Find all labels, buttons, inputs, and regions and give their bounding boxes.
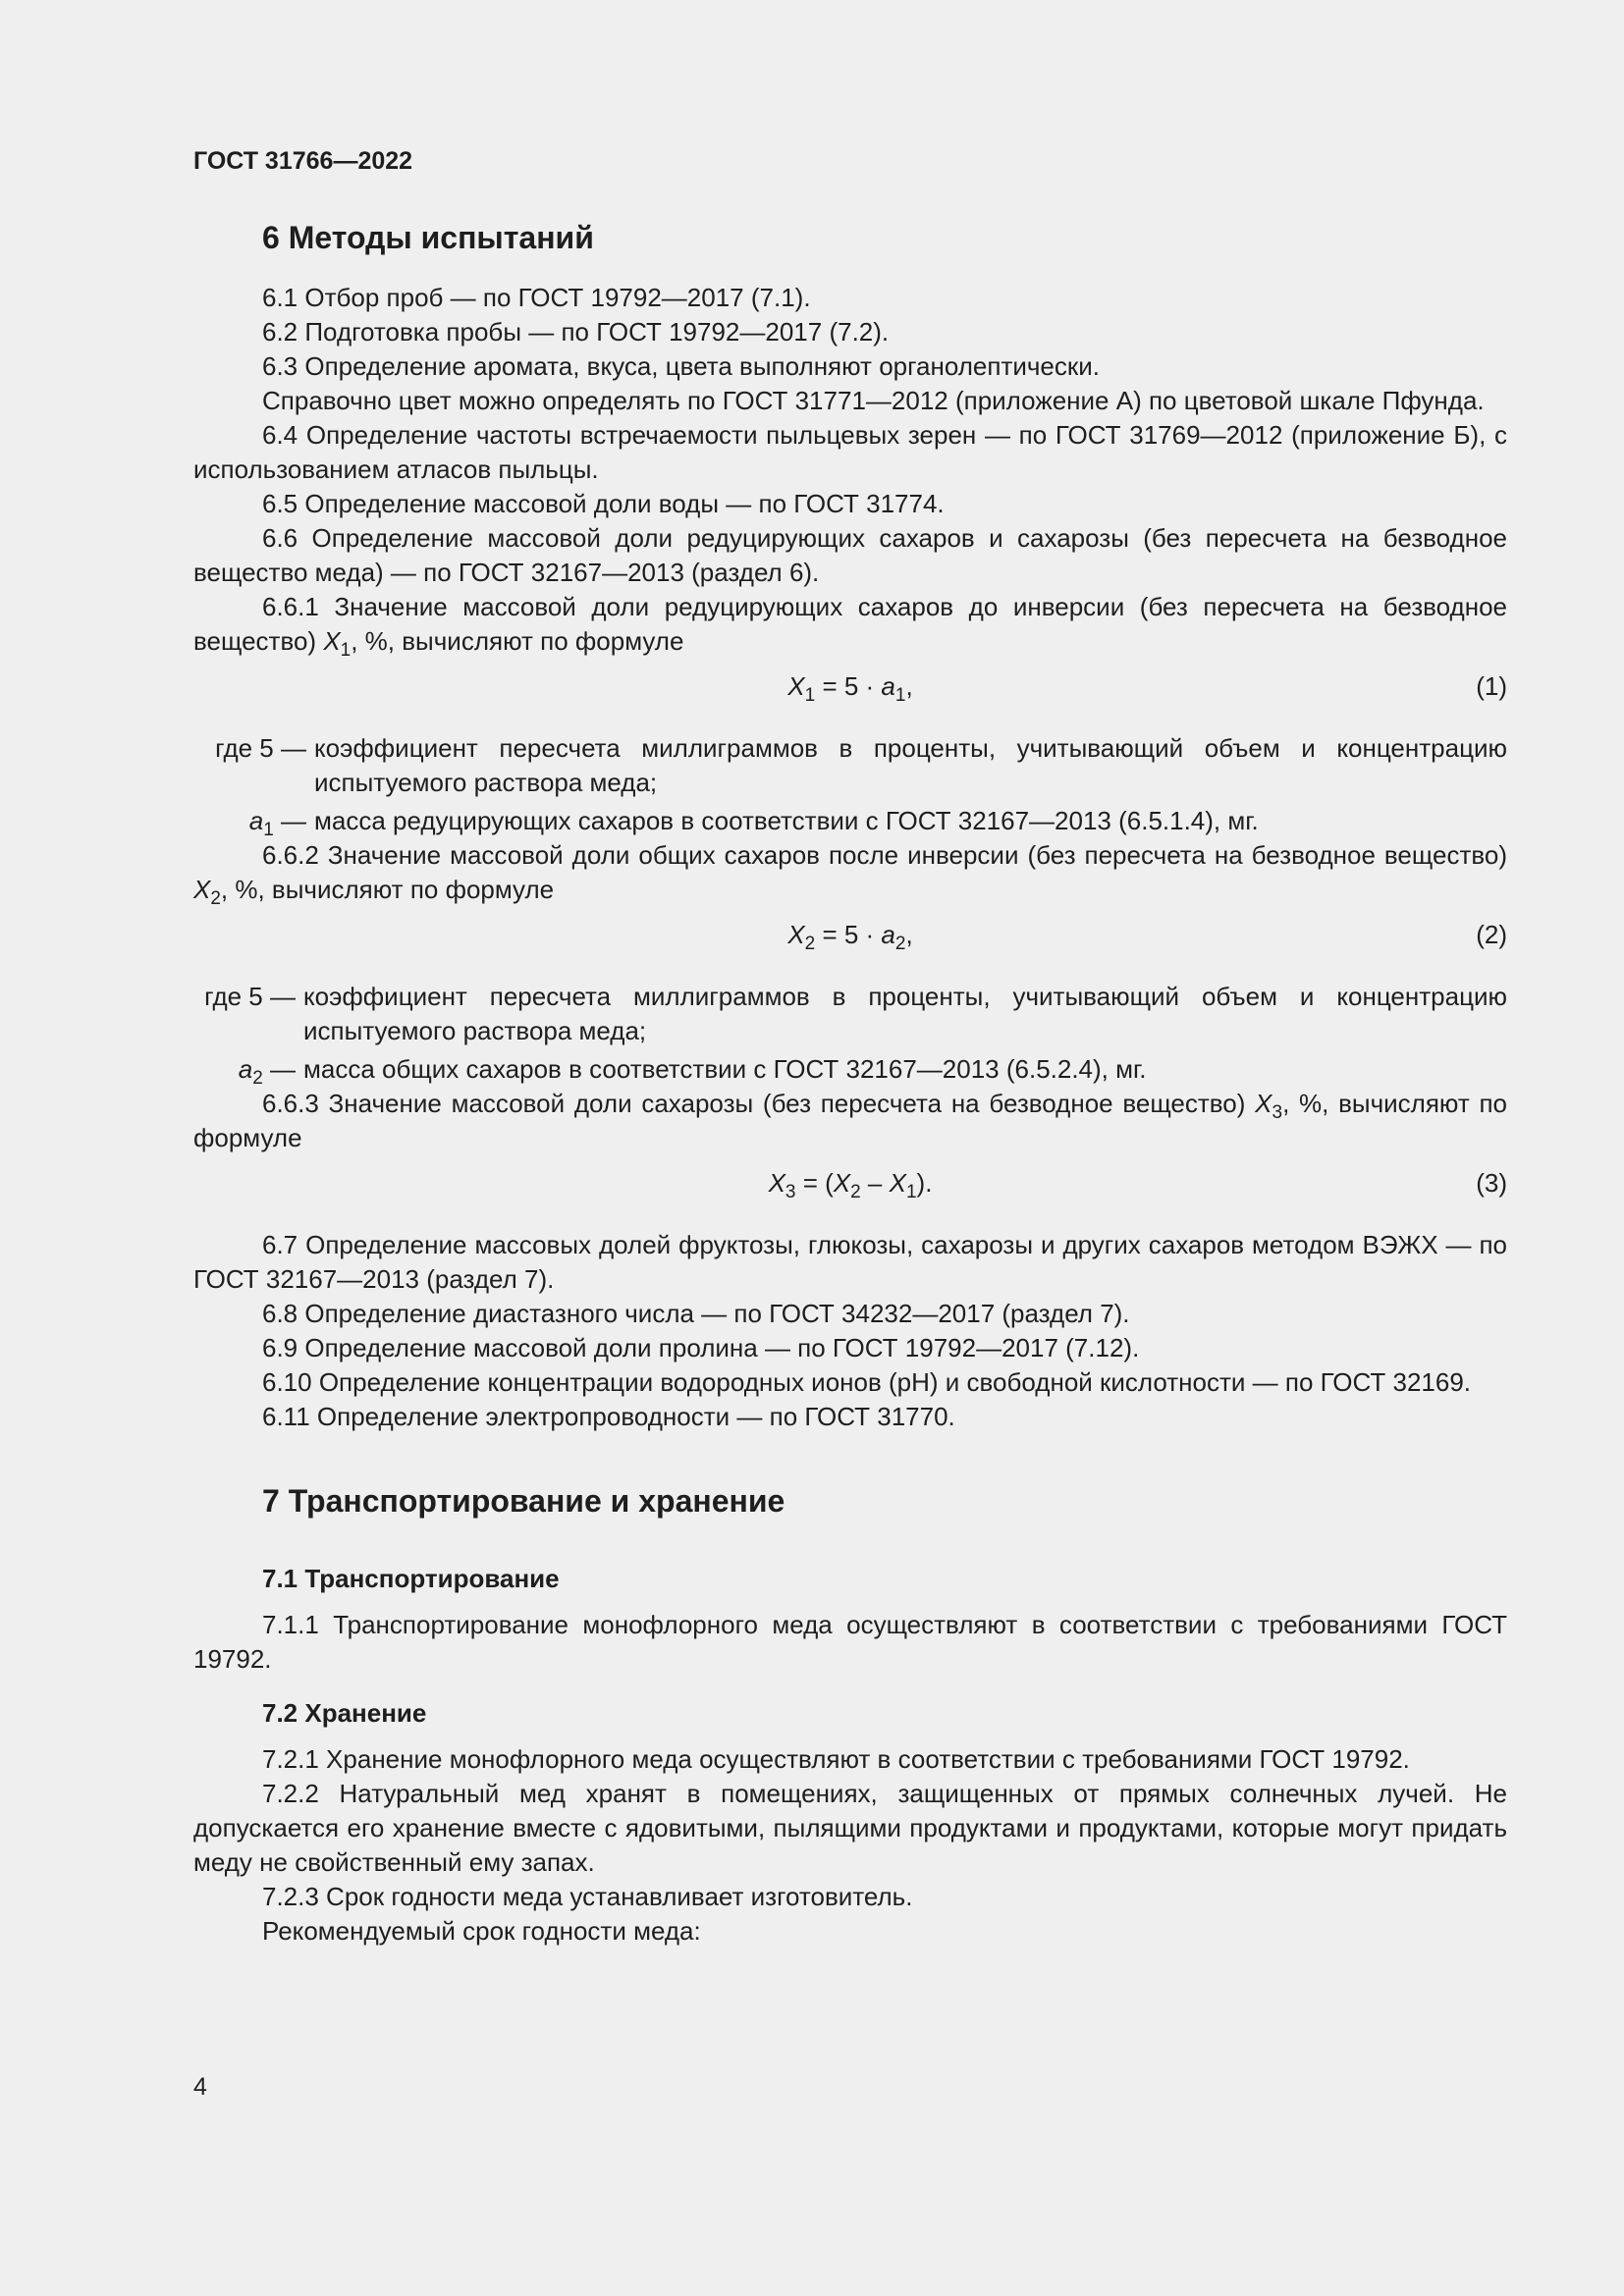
formula-3 [193, 1166, 1507, 1201]
paragraph-6-6-3 [193, 1087, 1507, 1155]
paragraph-6-9: 6.9 Определение массовой доли пролина — по ГОСТ 19792—2017 (7.12). [262, 1333, 1140, 1362]
operator: = 5 · [815, 920, 882, 949]
where-description: масса редуцирующих сахаров в соответствии с ГОСТ 32167—2013 (6.5.1.4), мг. [314, 806, 1259, 835]
subscript: 1 [340, 640, 352, 661]
paragraph-6-5: 6.5 Определение массовой доли воды — по ГОСТ 31774. [262, 489, 945, 518]
subscript: 3 [785, 1182, 796, 1202]
paragraph-6-3: 6.3 Определение аромата, вкуса, цвета выполняют органолептически. [262, 351, 1100, 381]
subscript: 2 [850, 1182, 861, 1202]
variable: X [833, 1168, 851, 1198]
formula-number: (3) [1476, 1168, 1507, 1198]
text-part: 6.6.2 Значение массовой доли общих сахаров после инверсии (без пересчета на безводное вещество) [262, 840, 1507, 870]
text-part: , %, вычисляют по формуле [193, 1089, 1507, 1152]
text-part: 6.6.3 Значение массовой доли сахарозы (без пересчета на безводное вещество) [262, 1089, 1256, 1118]
text-part: 6.6.1 Значение массовой доли редуцирующих сахаров до инверсии (без пересчета на безводное вещество) [193, 592, 1507, 656]
paragraph-6-6-2 [193, 838, 1507, 907]
variable: a [238, 1054, 253, 1084]
text-part: , %, вычисляют по формуле [351, 626, 684, 656]
where-term [193, 804, 306, 838]
subscript: 1 [263, 820, 274, 840]
page-content [193, 218, 1507, 1949]
formula-expression [193, 1166, 1507, 1201]
variable: X [1255, 1089, 1272, 1118]
where-description: масса общих сахаров в соответствии с ГОСТ 32167—2013 (6.5.2.4), мг. [303, 1054, 1147, 1084]
variable: X [768, 1168, 785, 1198]
operator: – [860, 1168, 890, 1198]
where-1b [193, 804, 1507, 838]
variable: a [881, 920, 895, 949]
paragraph-7-2-2: 7.2.2 Натуральный мед хранят в помещениях, защищенных от прямых солнечных лучей. Не допускается его хранение вместе с ядовитыми, пылящими продуктами и продуктами, которые могут придать меду не свойственный ему запах. [193, 1779, 1507, 1877]
subscript: 2 [210, 888, 221, 909]
paragraph-7-2-3-recommended: Рекомендуемый срок годности меда: [262, 1916, 701, 1946]
paragraph-6-4: 6.4 Определение частоты встречаемости пыльцевых зерен — по ГОСТ 31769—2012 (приложение Б), с использованием атласов пыльцы. [193, 420, 1507, 484]
variable: X [889, 1168, 906, 1198]
section-6-title: 6 Методы испытаний [262, 220, 594, 255]
paragraph-6-8: 6.8 Определение диастазного числа — по ГОСТ 34232—2017 (раздел 7). [262, 1299, 1130, 1328]
formula-expression [193, 669, 1507, 704]
punctuation: ). [916, 1168, 933, 1198]
subsection-7-1-title: 7.1 Транспортирование [262, 1564, 560, 1593]
variable: a [248, 806, 264, 835]
formula-number: (2) [1476, 920, 1507, 949]
document-code: ГОСТ 31766—2022 [193, 147, 413, 175]
where-term: где 5 — [204, 982, 296, 1011]
paragraph-6-10: 6.10 Определение концентрации водородных ионов (рН) и свободной кислотности — по ГОСТ 32169. [262, 1367, 1472, 1397]
paragraph-6-7: 6.7 Определение массовых долей фруктозы, глюкозы, сахарозы и других сахаров методом ВЭЖХ — по ГОСТ 32167—2013 (раздел 7). [193, 1230, 1507, 1294]
subscript: 3 [1272, 1102, 1283, 1123]
dash: — [262, 1054, 296, 1084]
variable: X [193, 875, 211, 904]
variable: X [787, 920, 805, 949]
formula-number: (1) [1476, 671, 1507, 701]
paragraph-6-3-note: Справочно цвет можно определять по ГОСТ 31771—2012 (приложение А) по цветовой шкале Пфунда. [262, 386, 1485, 415]
paragraph-6-2: 6.2 Подготовка пробы — по ГОСТ 19792—2017 (7.2). [262, 317, 890, 347]
text-part: , %, вычисляют по формуле [220, 875, 555, 904]
where-description: коэффициент пересчета миллиграммов в проценты, учитывающий объем и концентрацию испытуемого раствора меда; [303, 982, 1507, 1045]
where-description: коэффициент пересчета миллиграммов в проценты, учитывающий объем и концентрацию испытуемого раствора меда; [314, 733, 1507, 797]
punctuation: , [905, 671, 913, 701]
paragraph-6-6-1 [193, 590, 1507, 659]
page-number: 4 [193, 2073, 207, 2101]
spacer [193, 1434, 1507, 1481]
subscript: 1 [804, 685, 816, 706]
paragraph-7-2-3: 7.2.3 Срок годности меда устанавливает изготовитель. [262, 1882, 913, 1911]
spacer [193, 1677, 1507, 1696]
where-1 [193, 731, 1507, 800]
paragraph-6-11: 6.11 Определение электропроводности — по ГОСТ 31770. [262, 1402, 955, 1431]
subscript: 1 [894, 685, 906, 706]
where-2b [193, 1052, 1507, 1087]
variable: X [323, 626, 341, 656]
subsection-7-2-title: 7.2 Хранение [262, 1698, 427, 1728]
where-term: где 5 — [215, 733, 306, 763]
subscript: 2 [804, 934, 816, 954]
where-2 [193, 980, 1507, 1048]
formula-2 [193, 918, 1507, 952]
formula-1 [193, 669, 1507, 704]
subscript: 1 [905, 1182, 917, 1202]
variable: X [787, 671, 805, 701]
paragraph-6-1: 6.1 Отбор проб — по ГОСТ 19792—2017 (7.1). [262, 283, 811, 312]
operator: = ( [795, 1168, 834, 1198]
paragraph-7-1-1: 7.1.1 Транспортирование монофлорного меда осуществляют в соответствии с требованиями ГОСТ 19792. [193, 1610, 1507, 1674]
where-term [193, 1052, 296, 1087]
section-7-title: 7 Транспортирование и хранение [262, 1483, 785, 1519]
paragraph-6-6: 6.6 Определение массовой доли редуцирующих сахаров и сахарозы (без пересчета на безводное вещество меда) — по ГОСТ 32167—2013 (раздел 6). [193, 523, 1507, 587]
punctuation: , [905, 920, 913, 949]
operator: = 5 · [815, 671, 882, 701]
variable: a [881, 671, 895, 701]
subscript: 2 [252, 1068, 263, 1089]
formula-expression [193, 918, 1507, 952]
paragraph-7-2-1: 7.2.1 Хранение монофлорного меда осуществляют в соответствии с требованиями ГОСТ 19792. [262, 1744, 1410, 1774]
subscript: 2 [894, 934, 906, 954]
dash: — [273, 806, 306, 835]
